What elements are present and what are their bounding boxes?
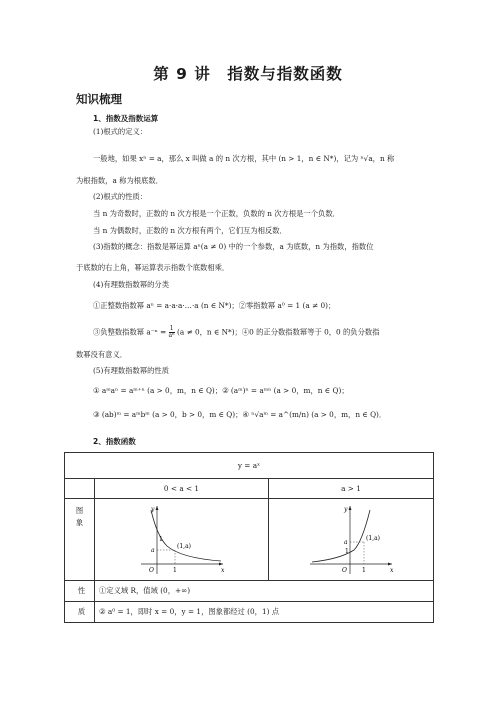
graph-cell-decreasing	[95, 499, 269, 581]
exponential-function-table	[64, 452, 434, 623]
y-axis-arrow	[155, 506, 158, 510]
point-label: (1,a)	[176, 542, 191, 550]
fraction-numerator: 1	[169, 325, 174, 332]
radical-properties-heading: (2)根式的性质：	[93, 192, 148, 201]
table-corner-cell	[65, 479, 95, 499]
exponent-concept-line2: 于底数的右上角，幂运算表示指数个底数相乘．	[76, 263, 230, 272]
y-axis-arrow	[349, 506, 352, 510]
x-tick-one: 1	[172, 566, 177, 574]
radical-definition-line1: 一般地，如果 xⁿ = a，那么 x 叫做 a 的 n 次方根，其中 (n > 1，n ∈ N*)，记为 ⁿ√a，n 称	[93, 154, 395, 163]
y-intercept-one: 1	[345, 547, 349, 555]
point-label: (1,a)	[366, 534, 380, 542]
table-col-0-to-1: 0 < a < 1	[95, 479, 269, 499]
table-col-greater-1: a > 1	[269, 479, 434, 499]
x-tick-one: 1	[362, 566, 366, 574]
decreasing-exponential-graph	[137, 502, 227, 576]
table-header-formula: y = aˣ	[65, 453, 434, 479]
subheading-exponential-function: 2、指数函数	[93, 437, 136, 446]
y-tick-a: a	[150, 546, 155, 554]
radical-definition-heading: (1)根式的定义：	[93, 127, 148, 136]
x-axis-label: x	[220, 566, 224, 574]
property-fixed-point: ② a⁰ = 1，即时 x = 0，y = 1，图象都经过 (0，1) 点	[95, 602, 434, 623]
y-axis-label: y	[344, 505, 348, 513]
y-intercept-one: 1	[158, 535, 163, 543]
rational-power-classes-line3: 数幂没有意义．	[76, 350, 128, 359]
x-axis-label: x	[390, 566, 394, 574]
fraction-one-over-a-n	[169, 326, 175, 339]
rational-power-rules-line2: ③ (ab)ᵐ = aᵐbᵐ (a > 0，b > 0，m ∈ Q)；④ ⁿ√aᵐ = a^(m/n) (a > 0，m，n ∈ Q)．	[93, 410, 387, 419]
subheading-exponent-ops: 1、指数及指数运算	[93, 114, 159, 123]
graph-cell-increasing	[269, 499, 434, 581]
rational-power-rules-line1: ① aᵐaⁿ = aᵐ⁺ⁿ (a > 0，m，n ∈ Q)；② (aᵐ)ⁿ = aᵐⁿ (a > 0，m，n ∈ Q)；	[93, 386, 349, 395]
radical-properties-line1: 当 n 为奇数时，正数的 n 次方根是一个正数，负数的 n 次方根是一个负数．	[93, 209, 340, 218]
rational-power-classes-line1: ①正整数指数幂 aⁿ = a·a·a·…·a (n ∈ N*)；②零指数幂 a⁰ = 1 (a ≠ 0)；	[93, 301, 336, 310]
y-axis-label: y	[150, 505, 154, 513]
property-domain-range: ①定义域 R，值域 (0，+∞)	[95, 581, 434, 602]
fraction-denominator: aⁿ	[168, 332, 175, 339]
rational-power-classes-line2	[93, 326, 380, 339]
table-row-label-graph: 图 象	[65, 499, 95, 581]
y-tick-a: a	[344, 538, 348, 546]
section-heading: 知识梳理	[76, 92, 122, 106]
radical-definition-line2: 为根指数，a 称为根底数．	[76, 176, 163, 185]
table-row-label-prop-2: 质	[65, 602, 95, 623]
increasing-curve	[312, 510, 370, 562]
radical-properties-line2: 当 n 为偶数时，正数的 n 次方根有两个，它们互为相反数．	[93, 226, 287, 235]
rational-power-rules-heading: (5)有理数指数幂的性质	[93, 366, 170, 375]
x-axis-arrow	[388, 562, 392, 565]
negative-power-conditions: (a ≠ 0，n ∈ N*)；④0 的正分数指数幂等于 0，0 的负分数指	[177, 327, 380, 337]
increasing-exponential-graph	[306, 502, 396, 576]
table-row-label-prop-1: 性	[65, 581, 95, 602]
x-axis-arrow	[219, 562, 223, 565]
exponent-concept-line1: (3)指数的概念：指数是幂运算 aⁿ(a ≠ 0) 中的一个参数，a 为底数，n 为指数，指数位	[93, 242, 374, 251]
negative-power-text: ③负整数指数幂 a⁻ⁿ =	[93, 327, 167, 337]
rational-power-classes-heading: (4)有理数指数幂的分类	[93, 280, 170, 289]
page-title: 第 9 讲 指数与指数函数	[153, 65, 343, 83]
origin-label: O	[342, 566, 347, 574]
origin-label: O	[148, 566, 154, 574]
